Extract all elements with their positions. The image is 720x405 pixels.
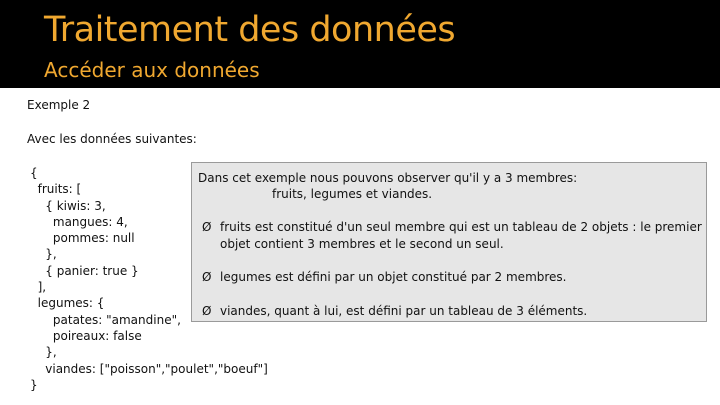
- code-line: { panier: true }: [30, 263, 139, 278]
- code-line: {: [30, 166, 38, 180]
- bullet-legumes: legumes est défini par un objet constitué par 2 membres.: [220, 270, 567, 284]
- bullet-fruits-line-2: objet contient 3 membres et le second un seul.: [220, 237, 504, 251]
- code-line: viandes: ["poisson","poulet","boeuf"]: [30, 361, 268, 376]
- explanation-line-1: Dans cet exemple nous pouvons observer qu'il y a 3 membres:: [198, 171, 578, 185]
- code-line: ],: [30, 280, 47, 295]
- bullet-viandes: viandes, quant à lui, est défini par un tableau de 3 éléments.: [220, 304, 588, 318]
- code-line: },: [30, 345, 57, 360]
- code-line: legumes: {: [30, 296, 105, 311]
- explanation-box: [191, 162, 707, 322]
- code-line: fruits: [: [30, 182, 82, 197]
- bullet-fruits-line-1: fruits est constitué d'un seul membre qui est un tableau de 2 objets : le premier: [220, 220, 702, 234]
- bullet-arrow-icon: Ø: [202, 220, 212, 234]
- example-label: Exemple 2: [27, 98, 91, 112]
- code-line: { kiwis: 3,: [30, 198, 106, 213]
- code-line: patates: "amandine",: [30, 312, 181, 327]
- code-line: pommes: null: [30, 231, 135, 246]
- bullet-arrow-icon: Ø: [202, 270, 212, 284]
- intro-text: Avec les données suivantes:: [27, 132, 197, 146]
- code-line: poireaux: false: [30, 328, 142, 343]
- code-line: mangues: 4,: [30, 214, 128, 229]
- explanation-line-2: fruits, legumes et viandes.: [272, 187, 433, 201]
- slide-subtitle: Accéder aux données: [44, 58, 260, 82]
- code-line: },: [30, 247, 57, 262]
- code-line: }: [30, 377, 38, 392]
- title-banner: [0, 0, 720, 88]
- bullet-arrow-icon: Ø: [202, 304, 212, 318]
- slide-title: Traitement des données: [44, 10, 456, 50]
